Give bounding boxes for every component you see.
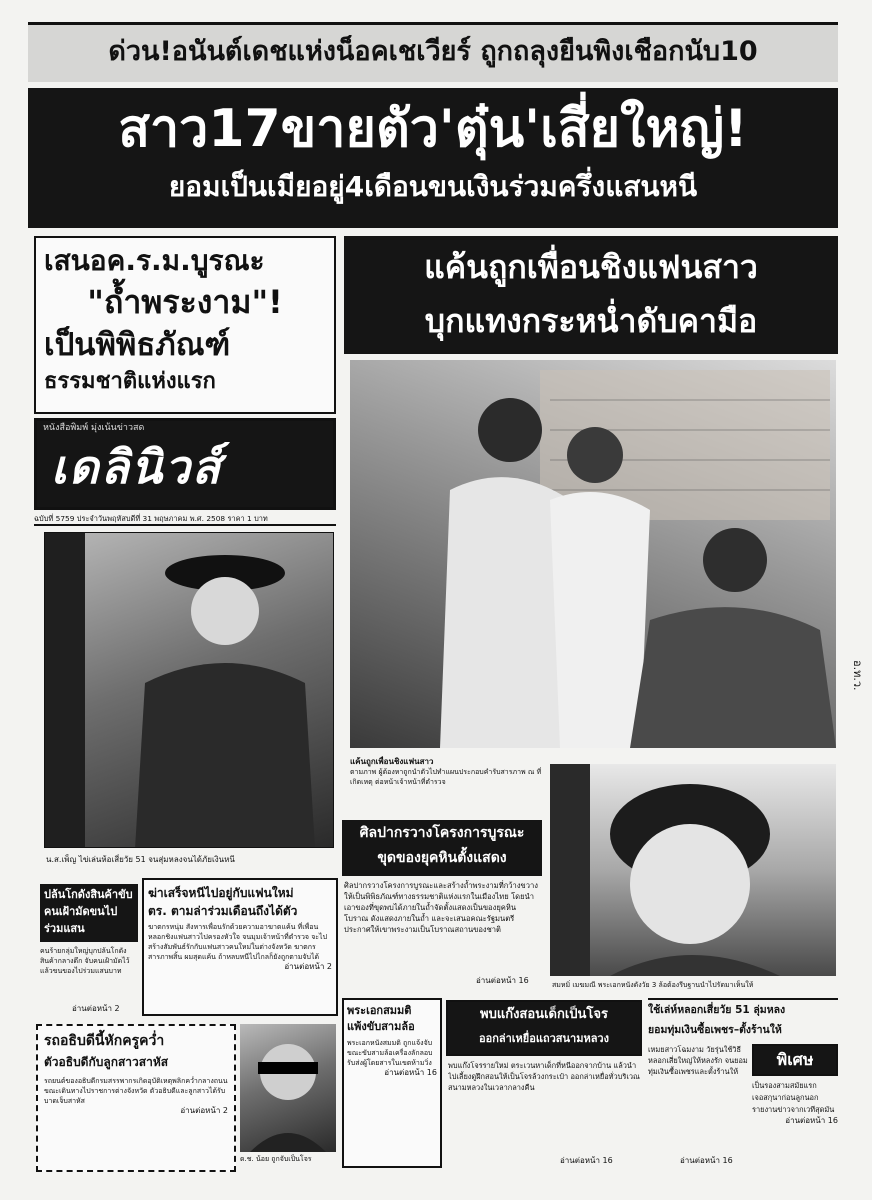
left-story-line1: เสนอค.ร.ม.บูรณะ — [44, 244, 265, 277]
main-photo — [350, 360, 836, 748]
masthead-tagline: หนังสือพิมพ์ มุ่งเน้นข่าวสด — [43, 423, 145, 433]
goods-title: ปล้นโกดังสินค้าขับคนเฝ้ามัดขนไปร่วมแสน — [44, 888, 133, 935]
goods-headline-box — [40, 884, 138, 942]
kids-more: อ่านต่อหน้า 16 — [560, 1156, 613, 1165]
actor-title1: พระเอกสมมติ — [347, 1004, 412, 1017]
portrait-caption: สมหมิ่ เมฆมณี พระเอกหนังดังวัย 3 ล้อต้องรีบฐานนำไปรัดมาเห็นให้ — [552, 981, 754, 989]
kids-title1: พบแก๊งสอนเด็กเป็นโจร — [480, 1007, 608, 1022]
rival-story-box — [142, 878, 338, 1016]
woman-photo — [44, 532, 334, 848]
headline-line1: สาว17ขายตัว'ตุ๋น'เสี่ยใหญ่! — [118, 99, 748, 159]
gems-body: เหมยสาวโฉมงาม วัยรุ่นใช้วิธีหลอกเสี่ยใหญ่ให้หลงรัก จนยอมทุ่มเงินซื้อเพชรและตั้งร้านให้ — [648, 1045, 748, 1076]
special-body3: รายงานข่าวจากเวทีสุดมัน — [752, 1105, 835, 1114]
arts-more: อ่านต่อหน้า 16 — [476, 976, 529, 985]
kids-title2: ออกล่าเหยื่อแถวสนามหลวง — [479, 1032, 609, 1045]
thief-figure — [240, 1024, 336, 1152]
headline-line2: ยอมเป็นเมียอยู่4เดือนขนเงินร่วมครึ่งแสนหนี — [168, 170, 698, 203]
left-story-line3: เป็นพิพิธภัณฑ์ — [44, 327, 231, 363]
left-story-line2: "ถ้ำพระงาม"! — [87, 283, 283, 321]
rival-title1: ฆ่าเสร็จหนีไปอยู่กับแฟนใหม่ — [148, 886, 294, 900]
gems-headline — [648, 998, 838, 1040]
teacher-more: อ่านต่อหน้า 2 — [180, 1106, 228, 1115]
actor-title2: แพ้งขับสามล้อ — [347, 1020, 415, 1033]
teacher-title1: รถอธิบดีนี้หักครูคว่ำ — [44, 1033, 165, 1049]
main-story-line2: บุกแทงกระหน่ำดับคามือ — [424, 302, 758, 340]
main-photo-caption — [350, 756, 542, 818]
special-box — [752, 1044, 838, 1168]
special-body2: เจอสกุนาก่อนลูกนอก — [752, 1093, 819, 1102]
teacher-story-box — [36, 1024, 236, 1172]
headline-box — [28, 88, 838, 228]
gems-more: อ่านต่อหน้า 16 — [680, 1156, 733, 1165]
goods-more: อ่านต่อหน้า 2 — [72, 1004, 120, 1013]
side-note: อ.ท.ว. — [851, 660, 864, 691]
actor-body: พระเอกหนังสมมติ ถูกแจ้งจับ ขณะขับสามล้อเครื่องลักลอบ รับส่งผู้โดยสารในเขตห้ามวิ่ง — [347, 1039, 433, 1067]
thief-caption: ด.ช. น้อย ถูกจับเป็นโจร — [240, 1155, 312, 1163]
woman-caption: น.ส.เพ็ญ ไข่เล่นห้อเสี่ยวัย 51 จนสุ่มหลงจนได้ภัยเงินหนี — [46, 855, 235, 864]
woman-photo-figure — [45, 533, 334, 848]
main-photo-figures — [350, 360, 836, 748]
masthead-issue-line: ฉบับที่ 5759 ประจำวันพฤหัสบดีที่ 31 พฤษภาคม พ.ศ. 2508 ราคา 1 บาท — [34, 512, 336, 526]
teacher-title2: ตัวอธิบดีกับลูกสาวสาหัส — [44, 1055, 169, 1069]
thief-photo — [240, 1024, 336, 1152]
top-strip — [28, 22, 838, 82]
main-story-box — [344, 236, 838, 354]
arts-headline-box — [342, 820, 542, 876]
teacher-body: รถยนต์ของอธิบดีกรมสรรพากรเกิดอุบัติเหตุพลิกคว่ำกลางถนน ขณะเดินทางไปราชการต่างจังหวัด ตัวอธิบดีและลูกสาวได้รับบาดเจ็บสาหัส — [44, 1077, 228, 1105]
main-photo-caption-detail: ตามภาพ ผู้ต้องหาถูกนำตัวไปทำแผนประกอบคำรับสารภาพ ณ ที่เกิดเหตุ ต่อหน้าเจ้าหน้าที่ตำรวจ — [350, 768, 542, 786]
kids-headline-box — [446, 1000, 642, 1056]
rival-title2: ตร. ตามล่าร่วมเดือนถึงได้ตัว — [148, 904, 298, 918]
left-story-box — [34, 236, 336, 414]
rival-more: อ่านต่อหน้า 2 — [284, 962, 332, 971]
gems-title1: ใช้เล่ห์หลอกเสี่ยวัย 51 ลุ่มหลง — [648, 1004, 786, 1016]
portrait-photo — [550, 764, 836, 976]
masthead — [34, 418, 336, 510]
goods-body: คนร้ายกลุ่มใหญ่บุกปล้นโกดังสินค้ากลางดึก จับคนเฝ้ามัดไว้แล้วขนของไปร่วมแสนบาท — [40, 947, 130, 975]
masthead-logo: เดลินิวส์ — [51, 440, 223, 494]
special-title: พิเศษ — [752, 1044, 838, 1076]
actor-more: อ่านต่อหน้า 16 — [384, 1068, 437, 1077]
special-body1: เป็นรองสามสมัยแรก — [752, 1081, 817, 1090]
left-story-line4: ธรรมชาติแห่งแรก — [44, 369, 216, 394]
main-photo-caption-title: แค้นถูกเพื่อนชิงแฟนสาว — [350, 757, 434, 766]
arts-title2: ขุดของยุคหินตั้งแสดง — [377, 850, 507, 866]
arts-title1: ศิลปากรวางโครงการบูรณะ — [359, 825, 525, 841]
main-story-line1: แค้นถูกเพื่อนชิงแฟนสาว — [424, 248, 758, 286]
arts-body: ศิลปากรวางโครงการบูรณะและสร้างถ้ำพระงามที่กว้างขวาง ให้เป็นพิพิธภัณฑ์ทางธรรมชาติแห่งแรกในเมืองไทย โดยนำเอาของที่ขุดพบได้ภายในถ้ำจัดตั้งแสดงเป็นของยุคหินโบราณ ดังแสดงภายในถ้ำ และจะเสนอคณะรัฐมนตรีประกาศให้เขาพระงามเป็นโบราณสถานของชาติ — [344, 881, 538, 934]
top-strip-text: ด่วน!อนันต์เดชแห่งน็อคเชเวียร์ ถูกถลุงยืนพิงเชือกนับ10 — [108, 36, 758, 67]
actor-story-box — [342, 998, 442, 1168]
special-more: อ่านต่อหน้า 16 — [785, 1116, 838, 1125]
portrait-figure — [550, 764, 836, 976]
gems-title2: ยอมทุ่มเงินซื้อเพชร–ตั้งร้านให้ — [648, 1024, 782, 1036]
rival-body: ฆาตกรหนุ่ม สังหารเพื่อนรักด้วยความอาฆาตแค้น ที่เพื่อนหลอกชิงแฟนสาวไปครองหัวใจ จนมุมเจ้าหน้าที่ตำรวจ จะไปสร้างสัมพันธ์รักกับแฟนสาวคนใหม่ในต่างจังหวัด ฆาตกรสารภาพสิ้น ผมสุดแค้น ถ้าหลบหนีไปไกลก็ยังถูกตามจับได้ — [148, 923, 328, 961]
kids-body: พบแก๊งโจรรายใหม่ ตระเวนหาเด็กที่หนีออกจากบ้าน แล้วนำไปเลี้ยงดูฝึกสอนให้เป็นโจรล้วงกระเป๋า ออกล่าเหยื่อทั่วบริเวณสนามหลวงในเวลากลางคืน — [448, 1061, 640, 1092]
